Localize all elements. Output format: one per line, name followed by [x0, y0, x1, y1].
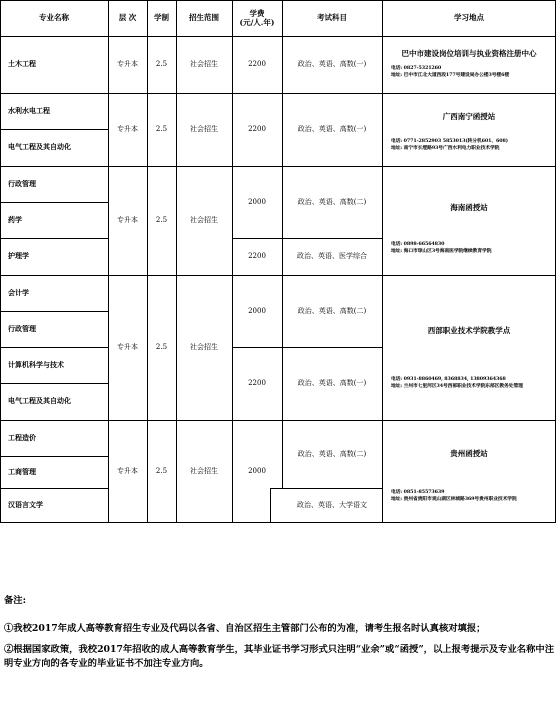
site-name: 广西南宁函授站 — [442, 112, 496, 121]
major-name: 水利水电工程 — [8, 105, 50, 115]
scope-cell: 社会招生 — [190, 466, 218, 475]
header-subjects: 考试科目 — [317, 13, 347, 23]
subjects-cell: 政治、英语、高数(二) — [297, 306, 367, 315]
site-phone: 电话: 0931-8860469, 8368834, 13809364368 — [391, 376, 506, 382]
scope-cell: 社会招生 — [190, 216, 218, 225]
header-major: 专业名称 — [39, 13, 69, 23]
site-name: 贵州函授站 — [450, 449, 488, 458]
level-cell: 专升本 — [117, 60, 138, 69]
subjects-cell: 政治、英语、高数(二) — [297, 449, 367, 458]
rule — [0, 522, 556, 523]
duration-cell: 2.5 — [155, 60, 168, 69]
study-site — [383, 422, 555, 521]
site-address: 地址: 兰州市七里河区34号西部职业技术学院东部区教务处管理 — [391, 383, 523, 390]
major-name: 工程造价 — [8, 432, 36, 442]
header-duration: 学制 — [154, 13, 169, 23]
level-cell: 专升本 — [117, 466, 138, 475]
site-phone: 电话: 0851-85573639 — [391, 489, 445, 495]
fee-cell: 2000 — [248, 466, 266, 475]
fee-cell: 2200 — [248, 379, 266, 388]
major-name: 护理学 — [8, 251, 29, 261]
duration-cell: 2.5 — [155, 125, 168, 134]
subjects-cell: 政治、英语、高数(二) — [297, 197, 367, 206]
major-name: 计算机科学与技术 — [8, 359, 64, 369]
subjects-cell: 政治、英语、医学综合 — [297, 252, 367, 261]
major-name: 行政管理 — [8, 323, 36, 333]
duration-cell: 2.5 — [155, 343, 168, 352]
site-address: 地址: 巴中市江北大道西段177号建设局办公楼3号楼6楼 — [391, 72, 510, 79]
site-phone: 电话: 0771-2852903 5853013(转分机601、608) — [391, 138, 508, 144]
major-name: 会计学 — [8, 287, 29, 297]
major-name: 行政管理 — [8, 178, 36, 188]
study-site — [383, 38, 555, 92]
header-fee-line2: (元/人.年) — [239, 18, 275, 27]
major-name: 汉语言文学 — [8, 499, 43, 509]
scope-cell: 社会招生 — [190, 125, 218, 134]
duration-cell: 2.5 — [155, 466, 168, 475]
site-address: 地址: 海口市琼山区3号海南医学院继续教育学院 — [391, 248, 492, 255]
fee-cell: 2200 — [248, 60, 266, 69]
site-name: 西部职业技术学院教学点 — [427, 326, 511, 335]
notes-title: 备注: — [4, 595, 27, 606]
scope-cell: 社会招生 — [190, 343, 218, 352]
site-name: 海南函授站 — [450, 203, 488, 212]
header-location: 学习地点 — [454, 13, 484, 23]
major-name: 电气工程及其自动化 — [8, 396, 71, 406]
note-item: ①我校2017年成人高等教育招生专业及代码以各省、自治区招生主管部门公布的为准，请考生报名时认真核对填报； — [4, 623, 486, 635]
site-name: 巴中市建设岗位培训与执业资格注册中心 — [401, 49, 537, 58]
major-name: 工商管理 — [8, 466, 36, 476]
site-phone: 电话: 0898-66564830 — [391, 241, 445, 247]
level-cell: 专升本 — [117, 125, 138, 134]
study-site — [383, 168, 555, 274]
subjects-cell: 政治、英语、高数(一) — [297, 60, 367, 69]
level-cell: 专升本 — [117, 343, 138, 352]
major-name: 土木工程 — [8, 59, 36, 69]
fee-cell: 2200 — [248, 252, 266, 261]
fee-cell: 2000 — [248, 197, 266, 206]
site-address: 地址: 南宁市长堽路93号广西水利电力职业技术学院 — [391, 145, 500, 152]
major-name: 电气工程及其自动化 — [8, 142, 71, 152]
notes-section — [4, 594, 554, 678]
study-site — [383, 95, 555, 165]
site-phone: 电话: 0827-5321260 — [391, 65, 442, 71]
fee-cell: 2200 — [248, 125, 266, 134]
level-cell: 专升本 — [117, 216, 138, 225]
study-site — [383, 277, 555, 419]
header-level: 层 次 — [118, 13, 137, 23]
site-address: 地址: 贵州省贵阳市观山湖区林城路369号贵州职业技术学院 — [391, 496, 517, 503]
fee-cell: 2000 — [248, 306, 266, 315]
subjects-cell: 政治、英语、大学语文 — [297, 500, 367, 509]
header-fee — [232, 0, 282, 36]
header-scope: 招生范围 — [189, 13, 219, 23]
note-item: ②根据国家政策，我校2017年招收的成人高等教育学生，其毕业证书学习形式只注明“业余”或“函授”，以上报考提示及专业名称中注明专业方向的各专业的毕业证书不加注专业方向。 — [4, 643, 554, 670]
subjects-cell: 政治、英语、高数(一) — [297, 379, 367, 388]
header-fee-line1: 学费 — [249, 8, 265, 18]
subjects-cell: 政治、英语、高数(一) — [297, 125, 367, 134]
scope-cell: 社会招生 — [190, 60, 218, 69]
duration-cell: 2.5 — [155, 216, 168, 225]
major-name: 药学 — [8, 214, 22, 224]
